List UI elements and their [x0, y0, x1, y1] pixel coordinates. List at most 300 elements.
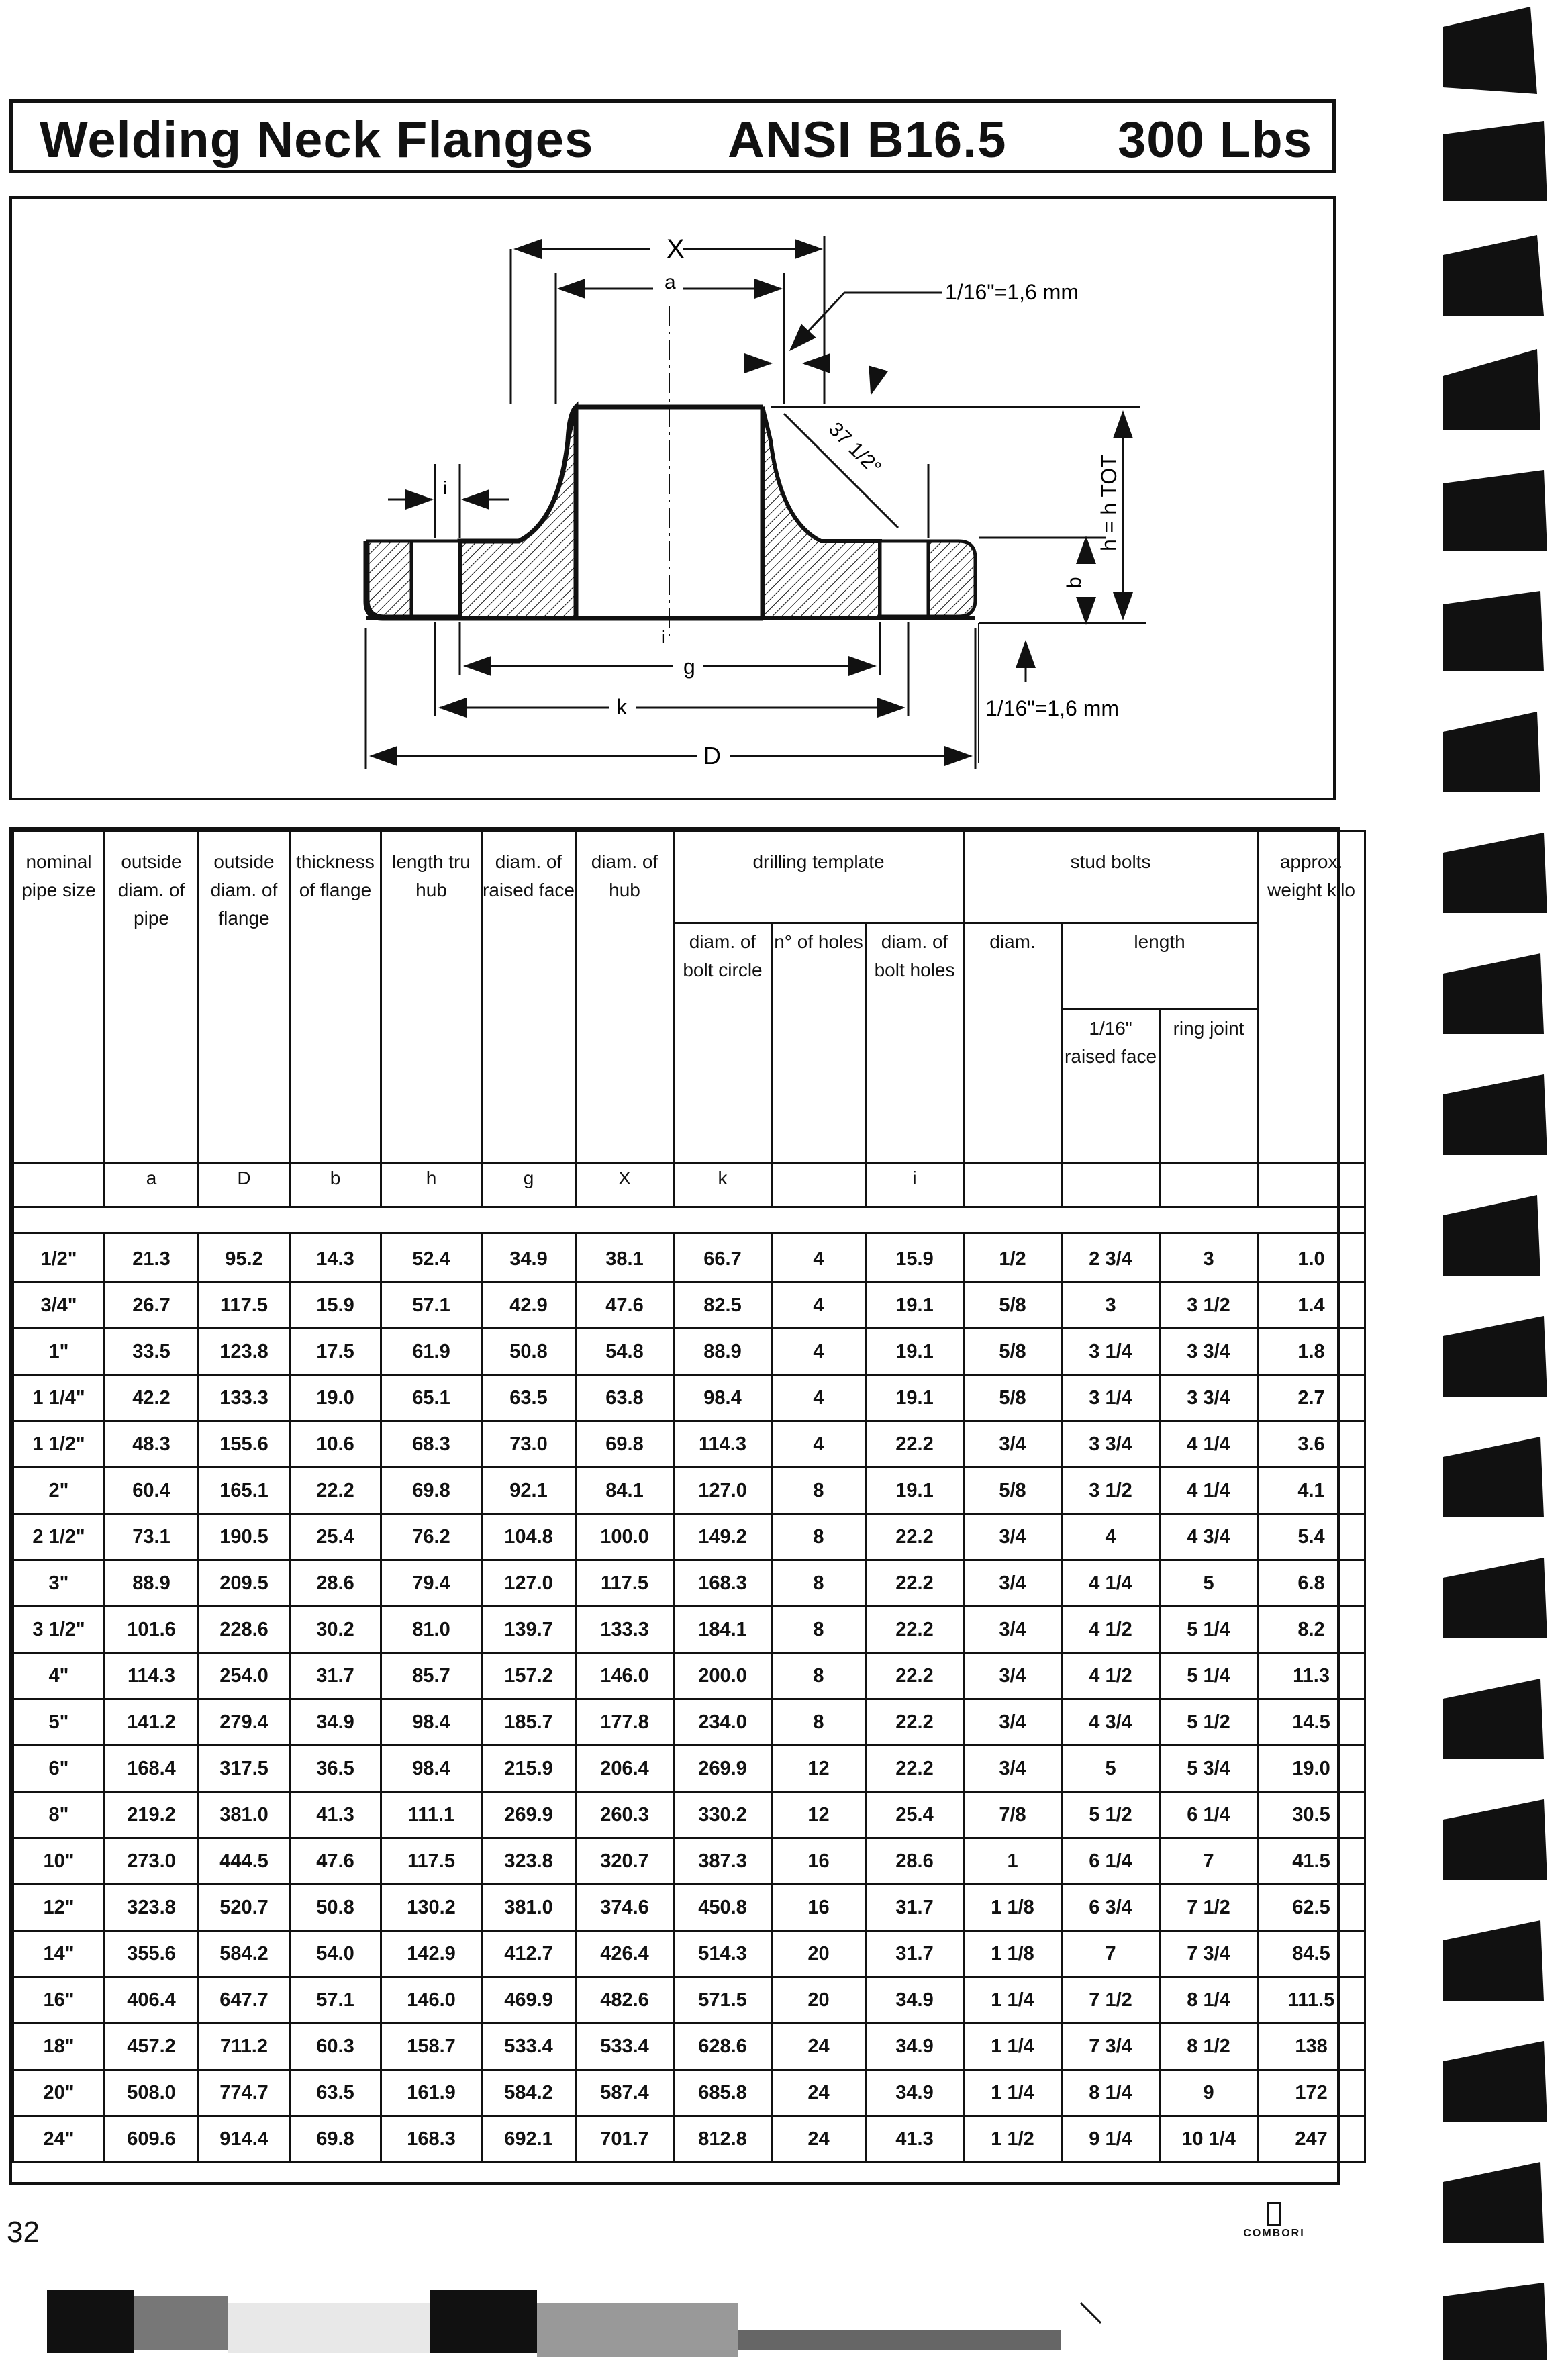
cell-bolt-hole-diam: 31.7 [866, 1931, 964, 1977]
dimension-i-label: i [443, 477, 448, 498]
cell-stud-length-ring-joint: 8 1/2 [1160, 2024, 1258, 2070]
cell-od-flange: 209.5 [199, 1560, 290, 1607]
cell-stud-length-ring-joint: 7 [1160, 1838, 1258, 1885]
publisher-name: COMBORI [1243, 2228, 1305, 2239]
cell-bolt-hole-diam: 25.4 [866, 1792, 964, 1838]
table-row [13, 1792, 1365, 1838]
cell-bolt-circle-diam: 114.3 [674, 1421, 772, 1468]
cell-stud-length-ring-joint: 8 1/4 [1160, 1977, 1258, 2024]
cell-stud-length-ring-joint: 5 1/4 [1160, 1653, 1258, 1699]
cell-od-flange: 279.4 [199, 1699, 290, 1746]
cell-nominal-size: 1 1/4" [13, 1375, 105, 1421]
table-row [13, 1699, 1365, 1746]
cell-od-pipe: 88.9 [105, 1560, 199, 1607]
cell-number-of-holes: 16 [772, 1838, 866, 1885]
cell-length-hub: 168.3 [381, 2116, 482, 2163]
cell-nominal-size: 3 1/2" [13, 1607, 105, 1653]
cell-nominal-size: 2" [13, 1468, 105, 1514]
cell-thickness: 47.6 [290, 1838, 381, 1885]
cell-approx-weight: 6.8 [1258, 1560, 1365, 1607]
cell-raised-face-diam: 215.9 [482, 1746, 576, 1792]
cell-stud-diam: 1 1/8 [964, 1885, 1062, 1931]
cell-stud-diam: 5/8 [964, 1468, 1062, 1514]
face-height-bottom-label: 1/16"=1,6 mm [985, 696, 1120, 720]
binder-edge-scan-artifact [1430, 0, 1568, 2360]
table-row [13, 1977, 1365, 2024]
cell-approx-weight: 172 [1258, 2070, 1365, 2116]
cell-od-flange: 117.5 [199, 1282, 290, 1329]
cell-nominal-size: 3/4" [13, 1282, 105, 1329]
cell-raised-face-diam: 34.9 [482, 1233, 576, 1282]
cell-raised-face-diam: 73.0 [482, 1421, 576, 1468]
cell-thickness: 36.5 [290, 1746, 381, 1792]
table-row [13, 1282, 1365, 1329]
cell-od-pipe: 42.2 [105, 1375, 199, 1421]
cell-stud-length-ring-joint: 4 3/4 [1160, 1514, 1258, 1560]
cell-hub-diam: 69.8 [576, 1421, 674, 1468]
header-od-flange: outside diam. of flange [199, 831, 290, 1164]
cell-bolt-circle-diam: 269.9 [674, 1746, 772, 1792]
cell-approx-weight: 19.0 [1258, 1746, 1365, 1792]
cell-thickness: 22.2 [290, 1468, 381, 1514]
cell-approx-weight: 11.3 [1258, 1653, 1365, 1699]
cell-nominal-size: 5" [13, 1699, 105, 1746]
cell-od-flange: 123.8 [199, 1329, 290, 1375]
header-weight: approx. weight kilo [1258, 831, 1365, 1164]
header-length-hub: length tru hub [381, 831, 482, 1164]
face-height-top-label: 1/16"=1,6 mm [945, 280, 1079, 304]
table-row [13, 2070, 1365, 2116]
cell-raised-face-diam: 584.2 [482, 2070, 576, 2116]
cell-hub-diam: 54.8 [576, 1329, 674, 1375]
cell-stud-length-ring-joint: 5 3/4 [1160, 1746, 1258, 1792]
cell-nominal-size: 20" [13, 2070, 105, 2116]
cell-stud-diam: 7/8 [964, 1792, 1062, 1838]
cell-hub-diam: 117.5 [576, 1560, 674, 1607]
cell-od-flange: 133.3 [199, 1375, 290, 1421]
cell-stud-length-raised-face: 9 1/4 [1062, 2116, 1160, 2163]
cell-bolt-circle-diam: 571.5 [674, 1977, 772, 2024]
cell-number-of-holes: 4 [772, 1375, 866, 1421]
cell-length-hub: 158.7 [381, 2024, 482, 2070]
cell-bolt-hole-diam: 28.6 [866, 1838, 964, 1885]
header-od-pipe: outside diam. of pipe [105, 831, 199, 1164]
cell-od-pipe: 48.3 [105, 1421, 199, 1468]
cell-bolt-circle-diam: 98.4 [674, 1375, 772, 1421]
cell-length-hub: 142.9 [381, 1931, 482, 1977]
cell-length-hub: 52.4 [381, 1233, 482, 1282]
cell-od-flange: 155.6 [199, 1421, 290, 1468]
cell-hub-diam: 100.0 [576, 1514, 674, 1560]
cell-number-of-holes: 8 [772, 1514, 866, 1560]
dimension-D-label: D [703, 742, 721, 769]
cell-bolt-hole-diam: 41.3 [866, 2116, 964, 2163]
cell-od-pipe: 101.6 [105, 1607, 199, 1653]
table-row [13, 1233, 1365, 1282]
cell-thickness: 10.6 [290, 1421, 381, 1468]
cell-od-flange: 95.2 [199, 1233, 290, 1282]
dimension-X-label: X [667, 234, 685, 264]
cell-hub-diam: 47.6 [576, 1282, 674, 1329]
cell-raised-face-diam: 42.9 [482, 1282, 576, 1329]
cell-stud-diam: 3/4 [964, 1514, 1062, 1560]
symbol-X: X [576, 1164, 674, 1207]
cell-od-pipe: 73.1 [105, 1514, 199, 1560]
cell-od-pipe: 609.6 [105, 2116, 199, 2163]
cell-stud-diam: 1 1/4 [964, 1977, 1062, 2024]
table-row [13, 2024, 1365, 2070]
table-row [13, 1514, 1365, 1560]
cell-length-hub: 79.4 [381, 1560, 482, 1607]
cell-stud-length-raised-face: 7 3/4 [1062, 2024, 1160, 2070]
header-stud-bolts: stud bolts [964, 831, 1258, 923]
cell-bolt-circle-diam: 514.3 [674, 1931, 772, 1977]
cell-bolt-circle-diam: 330.2 [674, 1792, 772, 1838]
cell-od-pipe: 168.4 [105, 1746, 199, 1792]
cell-bolt-hole-diam: 22.2 [866, 1746, 964, 1792]
cell-raised-face-diam: 323.8 [482, 1838, 576, 1885]
cell-length-hub: 130.2 [381, 1885, 482, 1931]
cell-bolt-circle-diam: 127.0 [674, 1468, 772, 1514]
header-thickness: thickness of flange [290, 831, 381, 1164]
cell-length-hub: 98.4 [381, 1699, 482, 1746]
header-drilling-template: drilling template [674, 831, 964, 923]
symbol-a: a [105, 1164, 199, 1207]
cell-hub-diam: 133.3 [576, 1607, 674, 1653]
cell-nominal-size: 10" [13, 1838, 105, 1885]
cell-length-hub: 57.1 [381, 1282, 482, 1329]
page-number: 32 [7, 2216, 40, 2249]
cell-number-of-holes: 8 [772, 1699, 866, 1746]
cell-od-flange: 774.7 [199, 2070, 290, 2116]
cell-stud-diam: 1 1/4 [964, 2070, 1062, 2116]
cell-hub-diam: 587.4 [576, 2070, 674, 2116]
cell-length-hub: 65.1 [381, 1375, 482, 1421]
cell-raised-face-diam: 381.0 [482, 1885, 576, 1931]
cell-thickness: 15.9 [290, 1282, 381, 1329]
cell-approx-weight: 138 [1258, 2024, 1365, 2070]
cell-bolt-hole-diam: 34.9 [866, 2024, 964, 2070]
cell-length-hub: 81.0 [381, 1607, 482, 1653]
cell-stud-length-raised-face: 8 1/4 [1062, 2070, 1160, 2116]
cell-bolt-circle-diam: 149.2 [674, 1514, 772, 1560]
cell-number-of-holes: 20 [772, 1931, 866, 1977]
cell-approx-weight: 14.5 [1258, 1699, 1365, 1746]
cell-length-hub: 68.3 [381, 1421, 482, 1468]
page-title: Welding Neck Flanges [40, 111, 594, 169]
cell-od-flange: 317.5 [199, 1746, 290, 1792]
cell-bolt-circle-diam: 628.6 [674, 2024, 772, 2070]
cell-stud-length-ring-joint: 7 1/2 [1160, 1885, 1258, 1931]
cell-od-flange: 584.2 [199, 1931, 290, 1977]
cell-stud-length-raised-face: 5 [1062, 1746, 1160, 1792]
cell-thickness: 17.5 [290, 1329, 381, 1375]
cell-od-pipe: 457.2 [105, 2024, 199, 2070]
header-number-of-holes: n° of holes [772, 923, 866, 1164]
cell-od-pipe: 114.3 [105, 1653, 199, 1699]
symbol-i: i [866, 1164, 964, 1207]
table-row [13, 1560, 1365, 1607]
cell-raised-face-diam: 692.1 [482, 2116, 576, 2163]
cell-od-flange: 254.0 [199, 1653, 290, 1699]
cell-stud-length-ring-joint: 4 1/4 [1160, 1468, 1258, 1514]
cell-number-of-holes: 4 [772, 1421, 866, 1468]
cell-od-flange: 520.7 [199, 1885, 290, 1931]
header-bolt-holes: diam. of bolt holes [866, 923, 964, 1164]
cell-raised-face-diam: 104.8 [482, 1514, 576, 1560]
bevel-angle-label: 37 1/2° [824, 418, 885, 479]
header-raised-face-length: 1/16" raised face [1062, 1010, 1160, 1164]
cell-stud-length-ring-joint: 3 [1160, 1233, 1258, 1282]
cell-length-hub: 76.2 [381, 1514, 482, 1560]
cell-stud-length-ring-joint: 3 3/4 [1160, 1329, 1258, 1375]
cell-stud-diam: 1 1/8 [964, 1931, 1062, 1977]
cell-raised-face-diam: 92.1 [482, 1468, 576, 1514]
symbol-k: k [674, 1164, 772, 1207]
cell-stud-length-ring-joint: 5 [1160, 1560, 1258, 1607]
cell-length-hub: 117.5 [381, 1838, 482, 1885]
cell-number-of-holes: 4 [772, 1282, 866, 1329]
cell-od-pipe: 21.3 [105, 1233, 199, 1282]
cell-stud-length-raised-face: 7 1/2 [1062, 1977, 1160, 2024]
cell-length-hub: 98.4 [381, 1746, 482, 1792]
dimension-k-label: k [616, 695, 627, 719]
cell-raised-face-diam: 533.4 [482, 2024, 576, 2070]
cell-number-of-holes: 4 [772, 1329, 866, 1375]
cell-bolt-hole-diam: 22.2 [866, 1560, 964, 1607]
cell-thickness: 14.3 [290, 1233, 381, 1282]
cell-od-flange: 647.7 [199, 1977, 290, 2024]
cell-nominal-size: 1 1/2" [13, 1421, 105, 1468]
cell-thickness: 41.3 [290, 1792, 381, 1838]
cell-hub-diam: 260.3 [576, 1792, 674, 1838]
header-raised-face: diam. of raised face [482, 831, 576, 1164]
symbol-b: b [290, 1164, 381, 1207]
cell-thickness: 28.6 [290, 1560, 381, 1607]
cell-bolt-hole-diam: 15.9 [866, 1233, 964, 1282]
cell-approx-weight: 3.6 [1258, 1421, 1365, 1468]
cell-stud-length-raised-face: 3 1/4 [1062, 1329, 1160, 1375]
cell-stud-length-raised-face: 7 [1062, 1931, 1160, 1977]
table-row [13, 1607, 1365, 1653]
cell-stud-diam: 3/4 [964, 1746, 1062, 1792]
publisher-mark-icon [1267, 2202, 1281, 2226]
cell-nominal-size: 1" [13, 1329, 105, 1375]
flange-drawing [12, 199, 1333, 798]
cell-od-pipe: 406.4 [105, 1977, 199, 2024]
symbol-g: g [482, 1164, 576, 1207]
symbol-D: D [199, 1164, 290, 1207]
cell-raised-face-diam: 269.9 [482, 1792, 576, 1838]
cell-approx-weight: 5.4 [1258, 1514, 1365, 1560]
cell-bolt-hole-diam: 31.7 [866, 1885, 964, 1931]
cell-stud-length-raised-face: 4 [1062, 1514, 1160, 1560]
symbol-h: h [381, 1164, 482, 1207]
cell-od-pipe: 273.0 [105, 1838, 199, 1885]
cell-stud-diam: 3/4 [964, 1560, 1062, 1607]
cell-bolt-circle-diam: 82.5 [674, 1282, 772, 1329]
cell-thickness: 31.7 [290, 1653, 381, 1699]
cell-od-flange: 914.4 [199, 2116, 290, 2163]
cell-number-of-holes: 16 [772, 1885, 866, 1931]
cell-number-of-holes: 8 [772, 1468, 866, 1514]
cell-raised-face-diam: 412.7 [482, 1931, 576, 1977]
cell-thickness: 57.1 [290, 1977, 381, 2024]
cell-nominal-size: 24" [13, 2116, 105, 2163]
cell-length-hub: 146.0 [381, 1977, 482, 2024]
table-row [13, 1931, 1365, 1977]
dimension-h-label: h = h TOT [1097, 455, 1121, 551]
cell-number-of-holes: 20 [772, 1977, 866, 2024]
cell-stud-length-ring-joint: 4 1/4 [1160, 1421, 1258, 1468]
cell-bolt-hole-diam: 22.2 [866, 1653, 964, 1699]
cell-stud-length-raised-face: 4 1/2 [1062, 1653, 1160, 1699]
cell-number-of-holes: 8 [772, 1560, 866, 1607]
standard-label: ANSI B16.5 [728, 111, 1007, 169]
cell-thickness: 25.4 [290, 1514, 381, 1560]
cell-stud-length-ring-joint: 10 1/4 [1160, 2116, 1258, 2163]
dimensions-table-container [9, 827, 1355, 2185]
cell-approx-weight: 62.5 [1258, 1885, 1365, 1931]
cell-number-of-holes: 12 [772, 1792, 866, 1838]
cell-od-flange: 165.1 [199, 1468, 290, 1514]
cell-nominal-size: 6" [13, 1746, 105, 1792]
cell-stud-diam: 3/4 [964, 1421, 1062, 1468]
cell-nominal-size: 2 1/2" [13, 1514, 105, 1560]
table-row [13, 1375, 1365, 1421]
cell-od-pipe: 60.4 [105, 1468, 199, 1514]
cell-bolt-circle-diam: 685.8 [674, 2070, 772, 2116]
cell-bolt-circle-diam: 88.9 [674, 1329, 772, 1375]
dimension-b-label: b [1063, 577, 1085, 588]
symbol-row [13, 1164, 1365, 1207]
cell-nominal-size: 1/2" [13, 1233, 105, 1282]
cell-od-flange: 190.5 [199, 1514, 290, 1560]
table-row [13, 1468, 1365, 1514]
flange-dimensions-table [12, 830, 1366, 2163]
cell-stud-length-ring-joint: 5 1/2 [1160, 1699, 1258, 1746]
cell-nominal-size: 8" [13, 1792, 105, 1838]
table-row [13, 1746, 1365, 1792]
cell-stud-diam: 5/8 [964, 1375, 1062, 1421]
cell-bolt-hole-diam: 22.2 [866, 1514, 964, 1560]
cell-hub-diam: 63.8 [576, 1375, 674, 1421]
cell-thickness: 60.3 [290, 2024, 381, 2070]
cell-raised-face-diam: 469.9 [482, 1977, 576, 2024]
cell-stud-length-ring-joint: 5 1/4 [1160, 1607, 1258, 1653]
cell-number-of-holes: 24 [772, 2116, 866, 2163]
cell-number-of-holes: 8 [772, 1653, 866, 1699]
cell-stud-length-raised-face: 5 1/2 [1062, 1792, 1160, 1838]
flange-cross-section-diagram [9, 196, 1336, 800]
header-bolt-circle: diam. of bolt circle [674, 923, 772, 1164]
cell-od-pipe: 33.5 [105, 1329, 199, 1375]
header-nominal-size: nominal pipe size [13, 831, 105, 1164]
cell-approx-weight: 4.1 [1258, 1468, 1365, 1514]
cell-hub-diam: 482.6 [576, 1977, 674, 2024]
cell-approx-weight: 1.4 [1258, 1282, 1365, 1329]
cell-thickness: 19.0 [290, 1375, 381, 1421]
cell-bolt-hole-diam: 19.1 [866, 1329, 964, 1375]
cell-approx-weight: 1.8 [1258, 1329, 1365, 1375]
cell-bolt-hole-diam: 19.1 [866, 1375, 964, 1421]
pressure-class-label: 300 Lbs [1117, 111, 1312, 169]
cell-stud-length-raised-face: 3 1/4 [1062, 1375, 1160, 1421]
cell-approx-weight: 41.5 [1258, 1838, 1365, 1885]
cell-raised-face-diam: 127.0 [482, 1560, 576, 1607]
cell-bolt-circle-diam: 450.8 [674, 1885, 772, 1931]
cell-stud-diam: 1 [964, 1838, 1062, 1885]
cell-approx-weight: 30.5 [1258, 1792, 1365, 1838]
cell-bolt-hole-diam: 22.2 [866, 1699, 964, 1746]
title-bar [9, 99, 1336, 173]
cell-stud-diam: 1 1/2 [964, 2116, 1062, 2163]
cell-stud-length-raised-face: 3 [1062, 1282, 1160, 1329]
cell-bolt-hole-diam: 19.1 [866, 1282, 964, 1329]
cell-stud-length-ring-joint: 6 1/4 [1160, 1792, 1258, 1838]
cell-stud-diam: 1 1/4 [964, 2024, 1062, 2070]
cell-approx-weight: 111.5 [1258, 1977, 1365, 2024]
cell-thickness: 69.8 [290, 2116, 381, 2163]
cell-thickness: 63.5 [290, 2070, 381, 2116]
cell-stud-length-raised-face: 3 3/4 [1062, 1421, 1160, 1468]
cell-stud-length-raised-face: 6 3/4 [1062, 1885, 1160, 1931]
dimension-g-label: g [683, 655, 695, 679]
table-row [13, 1653, 1365, 1699]
cell-length-hub: 111.1 [381, 1792, 482, 1838]
cell-bolt-hole-diam: 34.9 [866, 2070, 964, 2116]
cell-thickness: 50.8 [290, 1885, 381, 1931]
cell-stud-length-raised-face: 4 3/4 [1062, 1699, 1160, 1746]
cell-thickness: 54.0 [290, 1931, 381, 1977]
cell-hub-diam: 177.8 [576, 1699, 674, 1746]
cell-raised-face-diam: 157.2 [482, 1653, 576, 1699]
header-stud-diam: diam. [964, 923, 1062, 1164]
cell-od-pipe: 26.7 [105, 1282, 199, 1329]
cell-stud-length-ring-joint: 9 [1160, 2070, 1258, 2116]
table-row [13, 1421, 1365, 1468]
cell-hub-diam: 426.4 [576, 1931, 674, 1977]
cell-hub-diam: 206.4 [576, 1746, 674, 1792]
cell-bolt-hole-diam: 19.1 [866, 1468, 964, 1514]
dimension-a-label: a [665, 271, 676, 293]
cell-hub-diam: 701.7 [576, 2116, 674, 2163]
header-stud-length: length [1062, 923, 1258, 1010]
cell-bolt-hole-diam: 22.2 [866, 1607, 964, 1653]
cell-stud-length-raised-face: 3 1/2 [1062, 1468, 1160, 1514]
cell-approx-weight: 247 [1258, 2116, 1365, 2163]
table-row [13, 2116, 1365, 2163]
cell-approx-weight: 8.2 [1258, 1607, 1365, 1653]
cell-stud-diam: 3/4 [964, 1607, 1062, 1653]
cell-bolt-circle-diam: 184.1 [674, 1607, 772, 1653]
bore-label-i: i [661, 627, 665, 647]
cell-number-of-holes: 8 [772, 1607, 866, 1653]
cell-stud-diam: 3/4 [964, 1699, 1062, 1746]
cell-od-pipe: 355.6 [105, 1931, 199, 1977]
cell-length-hub: 69.8 [381, 1468, 482, 1514]
cell-stud-diam: 5/8 [964, 1329, 1062, 1375]
cell-raised-face-diam: 185.7 [482, 1699, 576, 1746]
cell-nominal-size: 14" [13, 1931, 105, 1977]
cell-stud-length-raised-face: 2 3/4 [1062, 1233, 1160, 1282]
cell-od-flange: 444.5 [199, 1838, 290, 1885]
cell-hub-diam: 84.1 [576, 1468, 674, 1514]
cell-number-of-holes: 4 [772, 1233, 866, 1282]
table-row [13, 1838, 1365, 1885]
cell-number-of-holes: 24 [772, 2024, 866, 2070]
cell-stud-length-raised-face: 6 1/4 [1062, 1838, 1160, 1885]
